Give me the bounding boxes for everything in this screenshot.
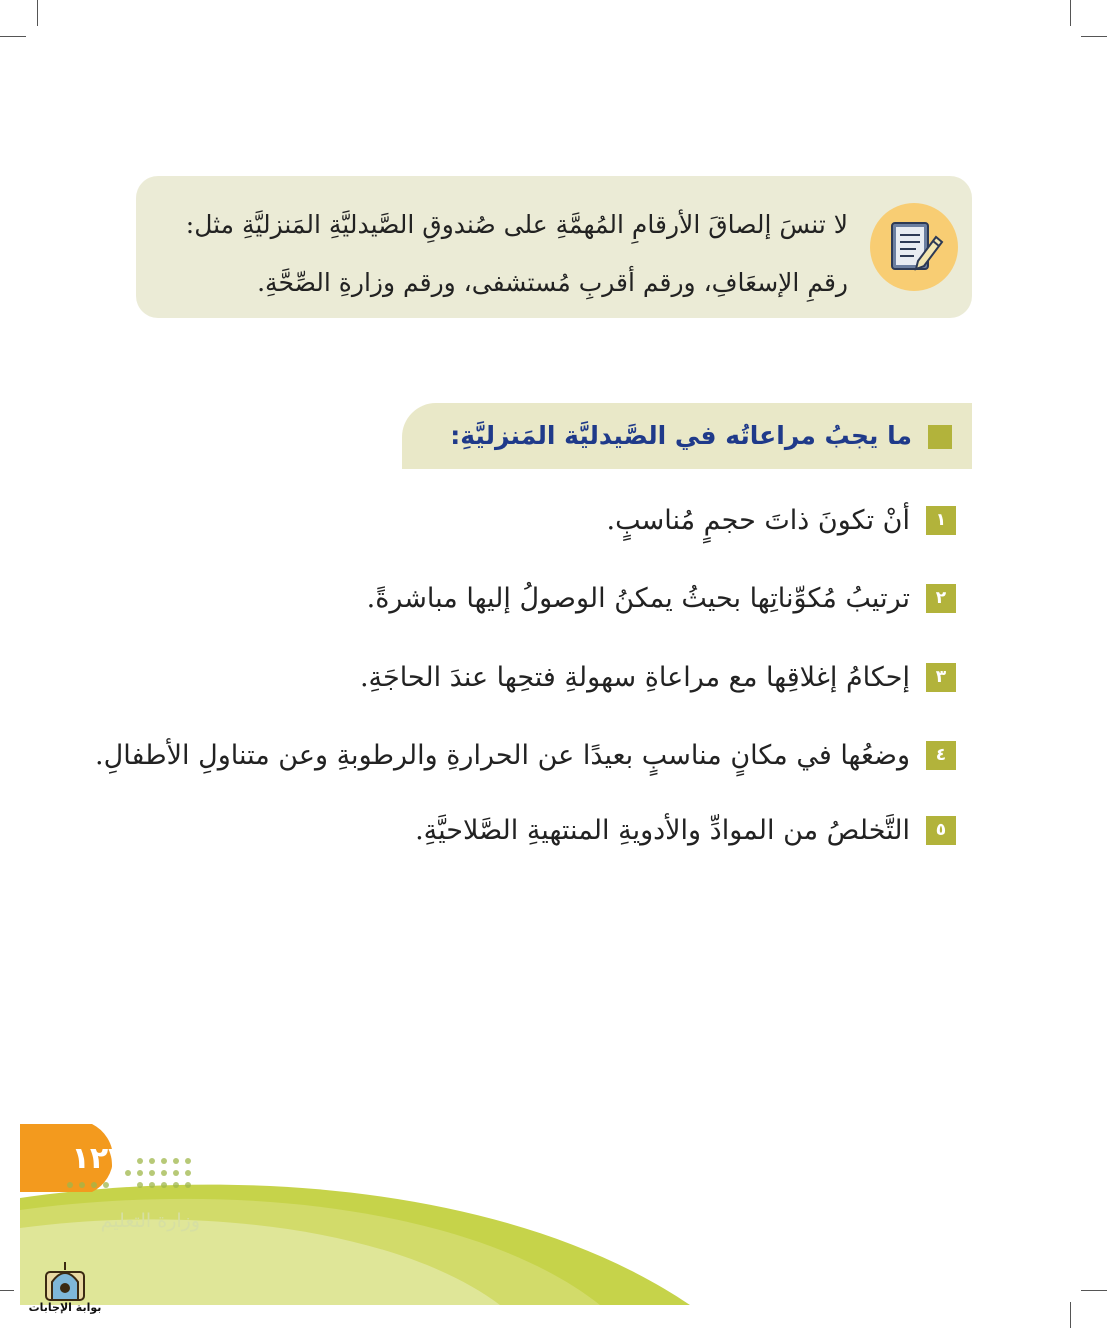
list-item-text: وضعُها في مكانٍ مناسبٍ بعيدًا عن الحرارةِ والرطوبةِ وعن متناولِ الأطفالِ. <box>95 740 910 771</box>
list-item-number: ٣ <box>926 663 956 692</box>
mosque-emblem-icon <box>44 1258 86 1302</box>
list-item-text: إحكامُ إغلاقِها مع مراعاةِ سهولةِ فتحِها عندَ الحاجَةِ. <box>359 662 910 693</box>
note-line-1: لا تنسَ إلصاقَ الأرقامِ المُهمَّةِ على صُندوقِ الصَّيدليَّةِ المَنزليَّةِ مثل: <box>185 210 848 239</box>
section-heading: ما يجبُ مراعاتُه في الصَّيدليَّة المَنزليَّةِ: <box>450 421 912 450</box>
heading-bullet-square <box>928 425 952 449</box>
list-item <box>120 806 958 856</box>
crop-mark <box>0 36 26 37</box>
notepad-pencil-icon <box>870 203 958 291</box>
crop-mark <box>1081 1290 1107 1291</box>
list-item-text: التَّخلصُ من الموادِّ والأدويةِ المنتهيةِ الصَّلاحيَّةِ. <box>415 815 910 846</box>
crop-mark <box>1070 0 1071 26</box>
list-item-text: ترتيبُ مُكوِّناتِها بحيثُ يمكنُ الوصولُ إليها مباشرةً. <box>366 583 910 614</box>
list-item-number: ٤ <box>926 741 956 770</box>
list-item <box>120 574 958 624</box>
list-item-number: ٥ <box>926 816 956 845</box>
note-text <box>160 196 848 312</box>
crop-mark <box>1070 1302 1071 1328</box>
note-line-2: رقمِ الإسعَافِ، ورقم أقربِ مُستشفى، ورقم وزارةِ الصِّحَّةِ. <box>257 268 848 297</box>
list-item <box>120 496 958 546</box>
list-item-text: أنْ تكونَ ذاتَ حجمٍ مُناسبٍ. <box>606 505 910 536</box>
list-item <box>120 653 958 703</box>
list-item-number: ١ <box>926 506 956 535</box>
page-number: ١٢٣ <box>71 1141 127 1176</box>
crop-mark <box>37 0 38 26</box>
site-label: بوابة الإجابات <box>28 1301 102 1314</box>
ministry-logo-text: وزارة التعليم <box>100 1210 200 1232</box>
crop-mark <box>1081 36 1107 37</box>
list-item-number: ٢ <box>926 584 956 613</box>
list-item <box>95 731 958 781</box>
